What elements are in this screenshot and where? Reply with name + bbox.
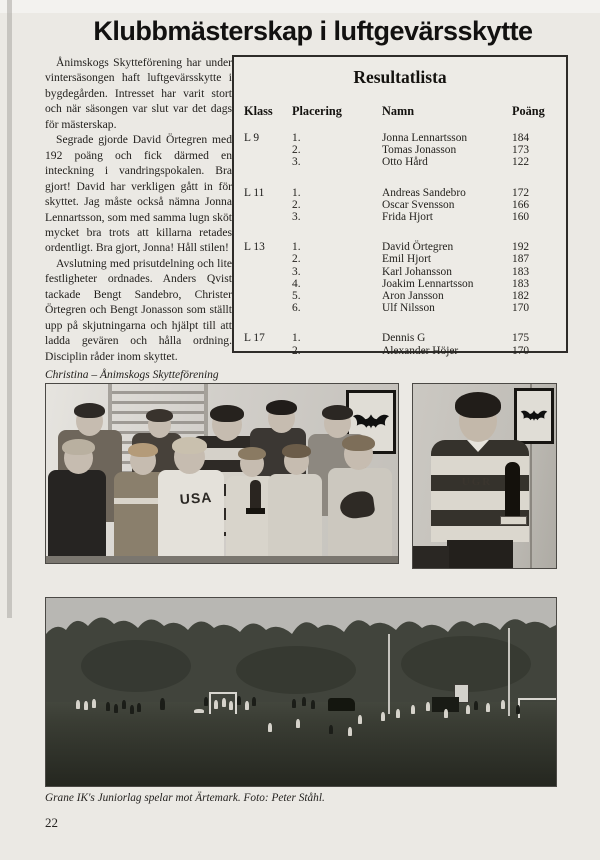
- player-figure: [76, 700, 80, 709]
- player-figure: [160, 698, 165, 710]
- group-photo: [45, 383, 399, 564]
- result-name: Joakim Lennartsson: [382, 277, 474, 290]
- article-paragraph: Ånimskogs Skytteförening har under vintersäsongen haft luftgevärsskytte i bygdegården. Intresset har varit stort och när säsongen var slut var det dags för mästerskap.: [45, 56, 232, 131]
- klass-label: L 17: [244, 332, 265, 345]
- batman-poster-small: [514, 388, 554, 444]
- result-name: Andreas Sandebro: [382, 186, 466, 199]
- result-row: [292, 332, 556, 344]
- player-figure: [268, 723, 272, 732]
- trophy-base: [500, 516, 527, 525]
- player-figure: [222, 698, 226, 707]
- result-row: [292, 302, 556, 314]
- person-figure-torso: [158, 470, 224, 564]
- player-figure: [245, 701, 249, 710]
- result-rows: [292, 132, 556, 169]
- result-points: 175: [512, 332, 530, 345]
- result-rows: [292, 241, 556, 314]
- results-body: [244, 132, 556, 357]
- result-place: 6.: [292, 302, 301, 315]
- article-paragraph: Segrade gjorde David Örtegren med 192 poäng och fick därmed en inteckning i vandringspokalen. Bra gjort! David har verkligen gått in för skyttet. Jag måste också nämna Jonna Lennartsson, som med samma lugn sköt mycket bra trots att killarna retades ordentligt. Bra gjort, Jonna! Håll stilen!: [45, 133, 232, 255]
- player-figure: [358, 715, 362, 724]
- furniture: [413, 546, 449, 569]
- result-place: 2.: [292, 144, 301, 157]
- usa-sweatshirt-text: USA: [179, 488, 213, 508]
- column-header-placering: Placering: [292, 104, 342, 118]
- result-points: 170: [512, 344, 530, 357]
- results-table: [232, 55, 568, 357]
- result-group: [244, 187, 556, 224]
- result-points: 182: [512, 290, 530, 303]
- player-figure: [130, 705, 134, 714]
- result-points: 183: [512, 265, 530, 278]
- result-points: 192: [512, 241, 530, 254]
- result-row: [292, 199, 556, 211]
- result-place: 2.: [292, 253, 301, 266]
- trophy-small: [250, 480, 261, 510]
- result-row: [292, 345, 556, 357]
- results-title: Resultatlista: [353, 67, 447, 87]
- result-points: 173: [512, 144, 530, 157]
- player-figure: [237, 696, 241, 705]
- player-figure: [396, 709, 400, 718]
- player-figure: [426, 702, 430, 711]
- result-row: [292, 278, 556, 290]
- result-place: 3.: [292, 211, 301, 224]
- player-figure: [114, 704, 118, 713]
- player-figure: [296, 719, 300, 728]
- result-row: [292, 241, 556, 253]
- result-name: Dennis G: [382, 332, 426, 345]
- result-name: David Örtegren: [382, 241, 454, 254]
- bat-icon: [352, 410, 390, 434]
- player-figure: [381, 712, 385, 721]
- article-paragraph: Avslutning med prisutdelning och lite festligheter ordnades. Anders Qvist tackade Bengt Sandebro, Christer Örtegren och Bengt Jonasson som ställt upp på skjutningarna och hjälpt till att ladda gevären och hålla ordning. Disciplin råder inom skyttet.: [45, 256, 232, 363]
- klass-label: L 11: [244, 186, 265, 199]
- person-figure-hair: [146, 409, 173, 422]
- boy-hair: [455, 392, 501, 418]
- result-name: Aron Jansson: [382, 290, 444, 303]
- player-figure: [411, 705, 415, 714]
- result-points: 183: [512, 277, 530, 290]
- column-header-klass: Klass: [244, 104, 273, 118]
- result-group: [244, 332, 556, 356]
- result-place: 4.: [292, 277, 301, 290]
- person-figure-hair: [282, 444, 311, 458]
- result-place: 3.: [292, 156, 301, 169]
- player-figure: [137, 703, 141, 712]
- result-rows: [292, 332, 556, 356]
- flag-pole: [388, 634, 390, 714]
- player-figure: [204, 697, 208, 706]
- player-figure: [486, 703, 490, 712]
- trophy-cup: [505, 462, 520, 518]
- person-figure-hair: [238, 447, 266, 460]
- result-row: [292, 211, 556, 223]
- trophy-photo: [412, 383, 557, 569]
- result-place: 1.: [292, 132, 301, 144]
- result-points: 184: [512, 132, 530, 144]
- player-figure: [348, 727, 352, 736]
- results-header: [244, 104, 556, 119]
- page-title: Klubbmästerskap i luftgevärsskytte: [93, 16, 533, 46]
- boy-trousers: [447, 540, 513, 569]
- person-figure-torso: [268, 474, 322, 564]
- result-place: 1.: [292, 241, 301, 254]
- result-place: 1.: [292, 186, 301, 199]
- result-row: [292, 266, 556, 278]
- result-points: 187: [512, 253, 530, 266]
- person-figure-hair: [62, 439, 95, 455]
- result-points: 166: [512, 198, 530, 211]
- result-row: [292, 132, 556, 144]
- result-group: [244, 132, 556, 169]
- player-figure: [444, 709, 448, 718]
- soccer-goal: [518, 698, 557, 718]
- result-row: [292, 156, 556, 168]
- result-name: Frida Hjort: [382, 211, 433, 224]
- person-figure-hair: [74, 403, 105, 418]
- result-row: [292, 144, 556, 156]
- player-figure: [311, 700, 315, 709]
- result-name: Jonna Lennartsson: [382, 132, 468, 144]
- tree-line: [46, 606, 557, 702]
- person-figure-hair: [266, 400, 297, 415]
- result-name: Ulf Nilsson: [382, 302, 435, 315]
- result-place: 2.: [292, 198, 301, 211]
- scan-edge-artifact: [7, 0, 12, 618]
- player-figure: [516, 705, 520, 714]
- result-points: 172: [512, 186, 530, 199]
- player-figure: [474, 701, 478, 710]
- result-name: Emil Hjort: [382, 253, 432, 266]
- player-figure: [92, 699, 96, 708]
- photo-caption: Grane IK's Juniorlag spelar mot Ärtemark. Foto: Peter Ståhl.: [45, 792, 325, 804]
- result-name: Otto Hård: [382, 156, 428, 169]
- result-place: 1.: [292, 332, 301, 345]
- result-row: [292, 187, 556, 199]
- result-name: Karl Johansson: [382, 265, 452, 278]
- result-row: [292, 290, 556, 302]
- player-figure: [106, 702, 110, 711]
- result-points: 122: [512, 156, 530, 169]
- result-name: Tomas Jonasson: [382, 144, 457, 157]
- rugby-shirt-text: UGR: [461, 476, 493, 488]
- result-row: [292, 253, 556, 265]
- result-place: 5.: [292, 290, 301, 303]
- klass-label: L 13: [244, 241, 265, 254]
- article-byline: Christina – Ånimskogs Skytteförening: [45, 369, 219, 382]
- result-points: 170: [512, 302, 530, 315]
- player-figure: [122, 700, 126, 709]
- result-place: 2.: [292, 344, 301, 357]
- person-figure-hair: [210, 405, 244, 422]
- player-figure: [229, 701, 233, 710]
- person-figure-hair: [322, 405, 353, 420]
- result-name: Alexander Höjer: [382, 344, 459, 357]
- column-header-poang: Poäng: [512, 104, 545, 118]
- result-rows: [292, 187, 556, 224]
- result-name: Oscar Svensson: [382, 198, 455, 211]
- person-figure-torso: [48, 470, 106, 564]
- result-points: 160: [512, 211, 530, 224]
- player-figure: [302, 697, 306, 706]
- field-photo: [45, 597, 557, 787]
- vehicle: [328, 698, 355, 711]
- flag-pole: [508, 628, 510, 716]
- article-column: [45, 55, 232, 384]
- result-place: 3.: [292, 265, 301, 278]
- player-figure: [466, 705, 470, 714]
- player-figure: [84, 701, 88, 710]
- column-header-namn: Namn: [382, 104, 415, 118]
- page-number: 22: [45, 815, 58, 830]
- player-figure: [292, 699, 296, 708]
- bat-icon: [520, 407, 548, 425]
- klass-label: L 9: [244, 132, 260, 144]
- result-group: [244, 241, 556, 314]
- person-figure-hair: [342, 435, 375, 451]
- person-figure-hair: [172, 437, 207, 454]
- player-figure: [214, 700, 218, 709]
- scan-edge-top: [0, 0, 600, 13]
- player-figure: [252, 697, 256, 706]
- player-figure: [329, 725, 333, 734]
- player-figure: [194, 709, 204, 713]
- gym-floor: [46, 556, 398, 563]
- player-figure: [501, 700, 505, 709]
- person-figure-hair: [128, 443, 158, 457]
